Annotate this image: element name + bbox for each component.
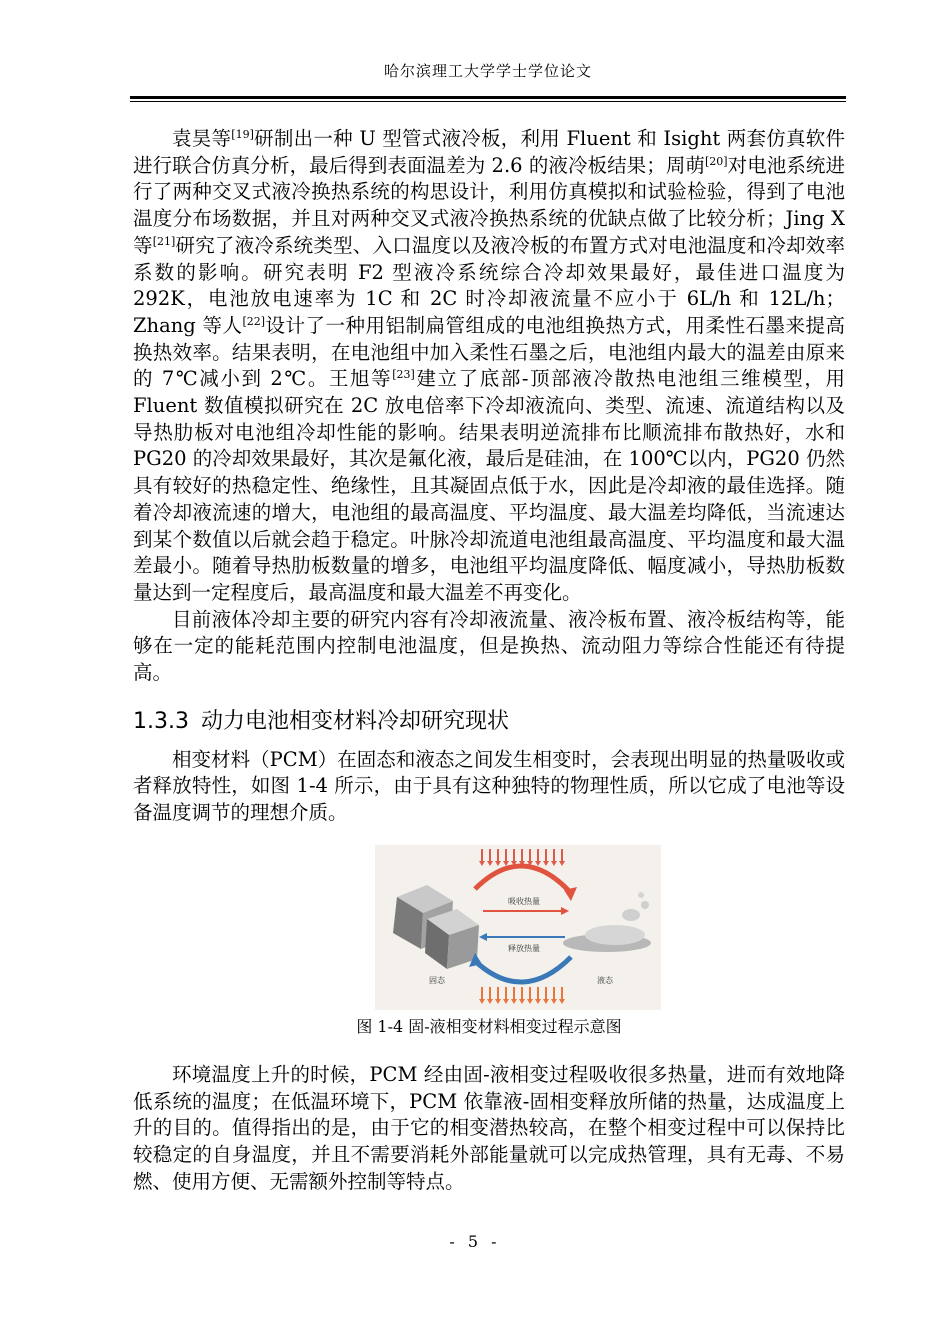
- paragraph-text-segment: 研制出一种 U 型管式液冷板，利用 Fluent 和 Isight 两套仿真软件进行联合仿真分析，最后得到表面温差为 2.6 的液冷板结果；周萌: [133, 127, 845, 177]
- section-title: 动力电池相变材料冷却研究现状: [200, 708, 509, 734]
- paragraph-text-segment: 建立了底部-顶部液冷散热电池组三维模型，用 Fluent 数值模拟研究在 2C 放电倍率下冷却液流向、类型、流速、流道结构以及导热肋板对电池组冷却性能的影响。结果表明逆流排布比顺流排布散热好，水和 PG20 的冷却效果最好，其次是氟化液，最后是硅油，在 100℃以内，PG20 仍然具有较好的热稳定性、绝缘性，且其凝固点低于水，因此是冷却液的最佳选择。随着冷却液流速的增大，电池组的最高温度、平均温度、最大温差均降低，当流速达到某个数值以后就会趋于稳定。叶脉冷却流道电池组最高温度、平均温度和最大温差最小。随着导热肋板数量的增多，电池组平均温度降低、幅度减小，导热肋板数量达到一定程度后，最高温度和最大温差不再变化。: [133, 367, 845, 604]
- paragraph-text-segment: 对电池系统进行了两种交叉式液冷换热系统的构思设计，利用仿真模拟和试验检验，得到了电池温度分布场数据，并且对两种交叉式液冷换热系统的优缺点做了比较分析；Jing X 等: [133, 153, 845, 257]
- header-rule-thin: [130, 101, 846, 102]
- running-header: 哈尔滨理工大学学士学位论文: [383, 62, 592, 80]
- solid-state-label: 固态: [429, 975, 445, 985]
- liquid-state-label: 液态: [597, 975, 613, 985]
- paragraph-text-segment: 设计了一种用铝制扁管组成的电池组换热方式，用柔性石墨来提高换热效率。结果表明，在电池组中加入柔性石墨之后，电池组内最大的温差由原来的 7℃减小到 2℃。王旭等: [133, 313, 845, 391]
- phase-change-diagram: [375, 845, 661, 1010]
- paragraph-pcm-intro: 相变材料（PCM）在固态和液态之间发生相变时，会表现出明显的热量吸收或者释放特性，如图 1-4 所示，由于具有这种独特的物理性质，所以它成了电池等设备温度调节的理想介质。: [133, 747, 845, 825]
- citation-reference: [19]: [231, 128, 254, 141]
- paragraph-text-segment: 研究了液冷系统类型、入口温度以及液冷板的布置方式对电池温度和冷却效率系数的影响。研究表明 F2 型液冷系统综合冷却效果最好，最佳进口温度为 292K，电池放电速率为 1C 和 2C 时冷却液流量不应小于 6L/h 和 12L/h；Zhang 等人: [133, 233, 845, 337]
- release-heat-label: 释放热量: [508, 943, 540, 953]
- citation-reference: [20]: [704, 154, 728, 168]
- page-number: - 5 -: [449, 1232, 501, 1251]
- citation-reference: [22]: [242, 314, 266, 328]
- page-body: [133, 126, 845, 1195]
- section-number: 1.3.3: [133, 708, 189, 734]
- figure-caption: 图 1-4 固-液相变材料相变过程示意图: [356, 1016, 622, 1036]
- citation-reference: [23]: [392, 368, 415, 382]
- absorb-heat-label: 吸收热量: [508, 896, 540, 906]
- paragraph-pcm-mechanism: 环境温度上升的时候，PCM 经由固-液相变过程吸收很多热量，进而有效地降低系统的温度；在低温环境下，PCM 依靠液-固相变释放所储的热量，达成温度上升的目的。值得指出的是，由于它的相变潜热较高，在整个相变过程中可以保持比较稳定的自身温度，并且不需要消耗外部能量就可以完成热管理，具有无毒、不易燃、使用方便、无需额外控制等特点。: [133, 1062, 845, 1193]
- section-heading: [133, 707, 845, 737]
- paragraph-liquid-cooling-review: [133, 126, 845, 607]
- header-rule-thick: [130, 96, 846, 99]
- paragraph-text-segment: 袁昊等: [172, 127, 232, 150]
- citation-reference: [21]: [152, 234, 176, 248]
- figure-phase-change: [133, 845, 845, 1010]
- paragraph-liquid-cooling-summary: 目前液体冷却主要的研究内容有冷却液流量、液冷板布置、液冷板结构等，能够在一定的能耗范围内控制电池温度，但是换热、流动阻力等综合性能还有待提高。: [133, 607, 845, 685]
